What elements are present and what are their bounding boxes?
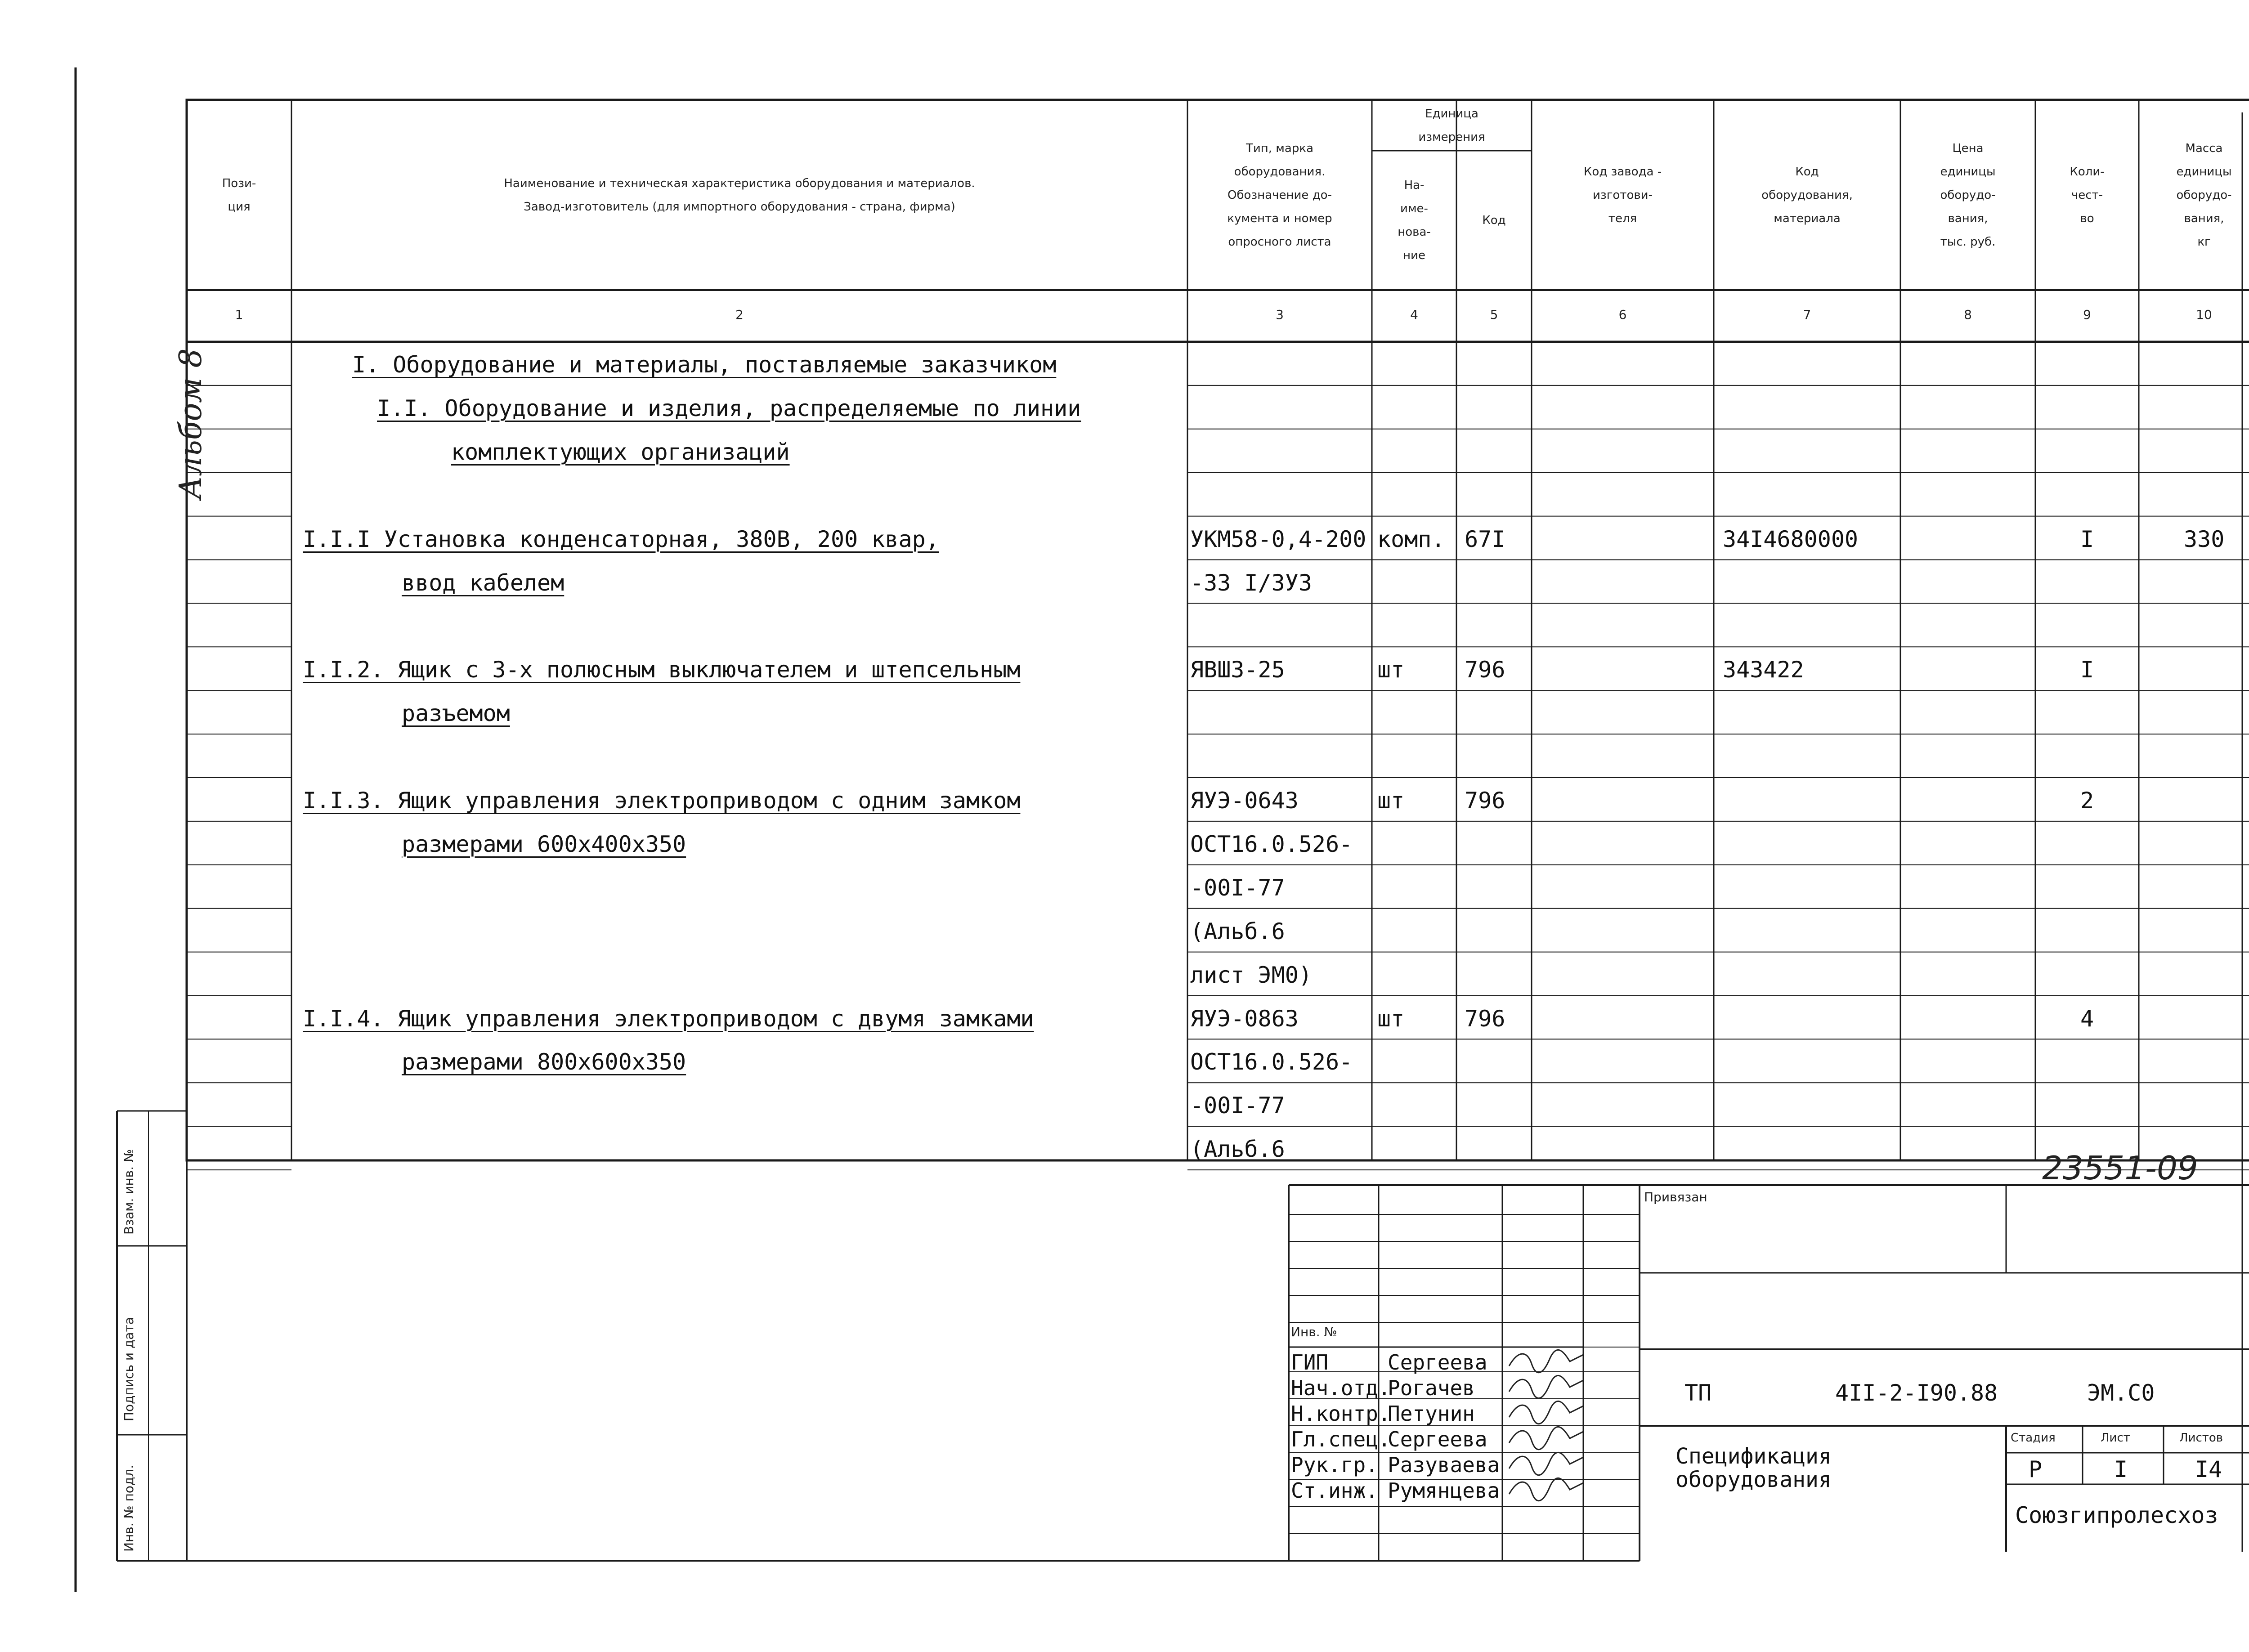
header-price: [1900, 100, 2035, 290]
header-line: измерения: [1418, 130, 1485, 144]
header-line: кумента и номер: [1227, 211, 1332, 225]
row-type: (Альб.6: [1190, 918, 1285, 945]
header-line: кг: [2197, 235, 2211, 249]
row-type: -00I-77: [1190, 1092, 1285, 1119]
row-name: I.I.3. Ящик управления электроприводом с одним замком: [303, 788, 1021, 814]
header-line: Обозначение до-: [1228, 188, 1332, 202]
row-quantity: 2: [2080, 788, 2094, 814]
inv-label: Инв. №: [1291, 1325, 1337, 1339]
sheet-value: I: [2114, 1456, 2128, 1482]
sheet-label: Лист: [2101, 1431, 2130, 1445]
row-type: ЯВШ3-25: [1190, 657, 1285, 683]
signature-role: Гл.спец.: [1291, 1427, 1391, 1451]
header-line: На-: [1404, 179, 1425, 192]
signature-role: Рук.гр.: [1291, 1453, 1378, 1477]
project-prefix: ТП: [1685, 1380, 1712, 1406]
album-note: Альбом 8: [173, 348, 209, 499]
header-manufacturer-code: [1532, 100, 1714, 290]
header-line: Коли-: [2070, 165, 2105, 179]
row-type: УКМ58-0,4-200: [1190, 526, 1366, 552]
row-name: I. Оборудование и материалы, поставляемые заказчиком: [352, 352, 1057, 378]
sheets-value: I4: [2195, 1456, 2222, 1482]
column-number: 2: [735, 307, 744, 322]
column-number: 6: [1618, 307, 1627, 322]
handwritten-signature: [1509, 1401, 1583, 1424]
row-type: -00I-77: [1190, 874, 1285, 901]
row-name: разъемом: [402, 700, 510, 727]
signature-role: Нач.отд.: [1291, 1376, 1391, 1400]
row-type: ОСТ16.0.526-: [1190, 831, 1353, 857]
header-line: оборудо-: [1940, 188, 1996, 202]
header-line: Масса: [2185, 141, 2223, 155]
column-number: 7: [1803, 307, 1811, 322]
header-line: ция: [228, 200, 251, 214]
signature-name: Сергеева: [1388, 1427, 1487, 1451]
row-unit-code: 796: [1465, 657, 1505, 683]
signature-name: Рогачев: [1388, 1376, 1475, 1400]
header-line: тыс. руб.: [1940, 235, 1996, 249]
signature-name: Сергеева: [1388, 1350, 1487, 1374]
row-name: размерами 600х400х350: [402, 831, 686, 857]
header-line: единицы: [2176, 165, 2232, 179]
header-line: вания,: [1948, 211, 1988, 225]
header-line: име-: [1400, 202, 1428, 215]
stage-value: Р: [2029, 1456, 2043, 1482]
doc-number: 23551-09: [2042, 1149, 2198, 1187]
row-name: комплектующих организаций: [451, 439, 790, 465]
project-code: 4II-2-I90.88: [1835, 1380, 1998, 1406]
doc-title-line2: оборудования: [1676, 1467, 1832, 1492]
row-unit-name: шт: [1377, 1005, 1405, 1032]
header-type: [1187, 100, 1372, 290]
header-line: оборудования.: [1234, 165, 1326, 179]
row-equipment-code: 343422: [1723, 657, 1804, 683]
stage-label: Стадия: [2011, 1431, 2056, 1445]
row-type: ОСТ16.0.526-: [1190, 1049, 1353, 1075]
header-line: Завод-изготовитель (для импортного оборудования - страна, фирма): [524, 200, 955, 214]
header-line: Код: [1795, 165, 1819, 179]
header-line: изготови-: [1593, 188, 1653, 202]
row-mass: 330: [2184, 526, 2225, 552]
margin-label-signature-date: Подпись и дата: [121, 1317, 136, 1421]
header-line: Цена: [1952, 141, 1984, 155]
header-line: опросного листа: [1228, 235, 1331, 249]
row-name: ввод кабелем: [402, 569, 564, 596]
signature-name: Петунин: [1388, 1401, 1475, 1426]
row-unit-name: шт: [1377, 657, 1405, 683]
header-unit-code: [1456, 151, 1532, 290]
row-equipment-code: 34I4680000: [1723, 526, 1859, 552]
column-number: 9: [2083, 307, 2091, 322]
row-type: (Альб.6: [1190, 1136, 1285, 1163]
handwritten-signature: [1509, 1350, 1583, 1372]
privyazan-label: Привязан: [1644, 1190, 1707, 1204]
sheet-code: ЭМ.С0: [2087, 1380, 2155, 1406]
signature-name: Разуваева: [1388, 1453, 1500, 1477]
margin-label-vzam-inv: Взам. инв. №: [121, 1149, 136, 1235]
header-line: Пози-: [222, 176, 256, 190]
header-line: оборудо-: [2176, 188, 2232, 202]
signature-role: ГИП: [1291, 1350, 1329, 1374]
column-number: 10: [2196, 307, 2212, 322]
organization-name: Союзгипролесхоз: [2015, 1502, 2218, 1528]
column-number: 8: [1964, 307, 1972, 322]
header-line: Код завода -: [1583, 165, 1662, 179]
row-name: I.I. Оборудование и изделия, распределяемые по линии: [377, 395, 1081, 421]
header-mass: [2139, 100, 2249, 290]
header-line: Наименование и техническая характеристика оборудования и материалов.: [504, 176, 975, 190]
row-quantity: I: [2080, 657, 2094, 683]
row-type: ЯУЭ-0643: [1190, 788, 1299, 814]
row-unit-name: шт: [1377, 788, 1405, 814]
header-line: Код: [1482, 214, 1506, 227]
row-quantity: 4: [2080, 1005, 2094, 1032]
row-name: I.I.2. Ящик с 3-х полюсным выключателем и штепсельным: [303, 657, 1021, 683]
signature-role: Ст.инж.: [1291, 1478, 1378, 1503]
handwritten-signature: [1509, 1478, 1583, 1500]
header-equipment-code: [1714, 100, 1900, 290]
column-number: 5: [1490, 307, 1498, 322]
header-line: во: [2080, 211, 2094, 225]
header-line: Единица: [1425, 107, 1478, 121]
handwritten-signature: [1509, 1452, 1583, 1475]
header-line: единицы: [1940, 165, 1996, 179]
row-unit-code: 67I: [1465, 526, 1505, 552]
header-line: вания,: [2184, 211, 2224, 225]
column-number: 4: [1410, 307, 1418, 322]
header-line: оборудования,: [1761, 188, 1853, 202]
handwritten-signature: [1509, 1375, 1583, 1398]
header-line: материала: [1774, 211, 1841, 225]
header-position: [187, 100, 291, 290]
row-type: лист ЭМ0): [1190, 962, 1312, 988]
header-unit-group: [1372, 100, 1532, 151]
row-name: I.I.I Установка конденсаторная, 380В, 200 квар,: [303, 526, 939, 552]
column-number: 1: [235, 307, 243, 322]
row-type: -33 I/3У3: [1190, 569, 1312, 596]
row-unit-code: 796: [1465, 1005, 1505, 1032]
margin-label-inv-podl: Инв. № подл.: [121, 1464, 136, 1552]
header-name: [291, 100, 1187, 290]
sheets-label: Листов: [2179, 1431, 2223, 1445]
row-name: I.I.4. Ящик управления электроприводом с двумя замками: [303, 1005, 1034, 1032]
row-type: ЯУЭ-0863: [1190, 1005, 1299, 1032]
row-unit-code: 796: [1465, 788, 1505, 814]
handwritten-signature: [1509, 1427, 1583, 1449]
column-number: 3: [1276, 307, 1284, 322]
header-line: Тип, марка: [1246, 141, 1313, 155]
row-unit-name: комп.: [1377, 526, 1445, 552]
header-line: теля: [1608, 211, 1637, 225]
signature-role: Н.контр.: [1291, 1401, 1391, 1426]
header-line: чест-: [2071, 188, 2103, 202]
signature-name: Румянцева: [1388, 1478, 1500, 1503]
header-unit-name: [1372, 151, 1456, 290]
header-line: ние: [1403, 249, 1425, 262]
doc-title-line1: Спецификация: [1676, 1444, 1832, 1469]
row-name: размерами 800х600х350: [402, 1049, 686, 1075]
header-quantity: [2035, 100, 2139, 290]
header-line: нова-: [1398, 225, 1431, 239]
row-quantity: I: [2080, 526, 2094, 552]
